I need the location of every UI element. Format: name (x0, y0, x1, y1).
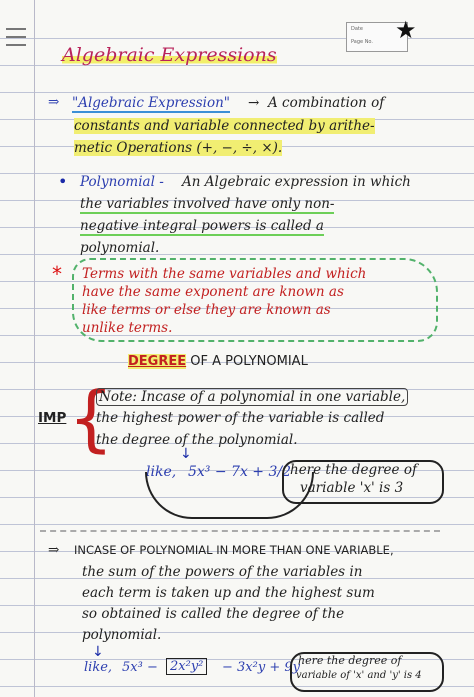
section2-term: Polynomial - (80, 174, 164, 190)
section2-line2 (80, 196, 334, 212)
section1-line1: A combination of (268, 95, 385, 111)
star-icon: ★ (395, 16, 417, 44)
divider (40, 530, 440, 532)
bullet-icon: • (58, 172, 68, 191)
section1-line2 (74, 118, 375, 134)
section4-line3: each term is taken up and the highest sum (82, 585, 375, 601)
imp-label: IMP (38, 410, 67, 426)
section3-line2: have the same exponent are known as (82, 284, 344, 300)
section1-arrow: ⇒ (48, 94, 60, 110)
margin-line (34, 0, 35, 697)
edge-mark (6, 44, 26, 46)
section2-line2-text: the variables involved have only non- (80, 196, 335, 212)
page-title: Algebraic Expressions (62, 44, 277, 66)
section3-line4: unlike terms. (82, 320, 173, 336)
section1-arrow2: → (248, 95, 260, 111)
example1-expr: 5x³ − 7x + 3/2 (188, 464, 292, 480)
section2-line3 (80, 218, 324, 234)
arrow-down-icon: ↓ (180, 446, 192, 462)
degree-heading (128, 354, 308, 369)
section1-line2-text: constants and variable connected by arithe- (74, 118, 375, 134)
connector-curve (145, 472, 314, 519)
example2-like: like, (84, 660, 113, 675)
edge-mark (6, 36, 26, 38)
degree-rest: OF A POLYNOMIAL (190, 354, 308, 369)
page-label: Page No. (351, 39, 373, 45)
section2-line3-text: negative integral powers is called a (80, 218, 324, 234)
imp-line3: the degree of the polynomial. (96, 432, 298, 448)
date-label: Date (351, 26, 363, 32)
section1-line3 (74, 140, 282, 156)
example2-term2: 2x²y² (166, 658, 207, 675)
example2-note-line1: here the degree of (298, 654, 402, 667)
section1-term: "Algebraic Expression" (72, 95, 230, 111)
example1-note-line2: variable 'x' is 3 (300, 480, 404, 496)
section4-line2: the sum of the powers of the variables in (82, 564, 363, 580)
section3-line3: like terms or else they are known as (82, 302, 331, 318)
section4-arrow: ⇒ (48, 542, 60, 558)
example2-term3: − 3x²y + 9y (222, 660, 300, 675)
section3-line1: Terms with the same variables and which (82, 266, 367, 282)
section2-line4: polynomial. (80, 240, 160, 256)
degree-word: DEGREE (128, 354, 187, 369)
section2-line1: An Algebraic expression in which (182, 174, 411, 190)
arrow-down-icon: ↓ (92, 644, 104, 660)
imp-line2: the highest power of the variable is called (96, 410, 385, 426)
example1-like: like, (146, 464, 177, 480)
brace-icon: { (68, 376, 114, 460)
section4-line5: polynomial. (82, 627, 162, 643)
example1-note-line1: here the degree of (290, 462, 417, 478)
example2-term1: 5x³ − (122, 660, 158, 675)
asterisk-icon: * (52, 262, 62, 286)
example2-note-line2: variable of 'x' and 'y' is 4 (296, 670, 422, 681)
section4-line1: INCASE OF POLYNOMIAL IN MORE THAN ONE VARIABLE, (74, 543, 394, 557)
imp-line1: Note: Incase of a polynomial in one variable, (96, 388, 408, 406)
edge-mark (6, 28, 26, 30)
section4-line4: so obtained is called the degree of the (82, 606, 345, 622)
section1-line3-text: metic Operations (+, −, ÷, ×). (74, 140, 283, 156)
